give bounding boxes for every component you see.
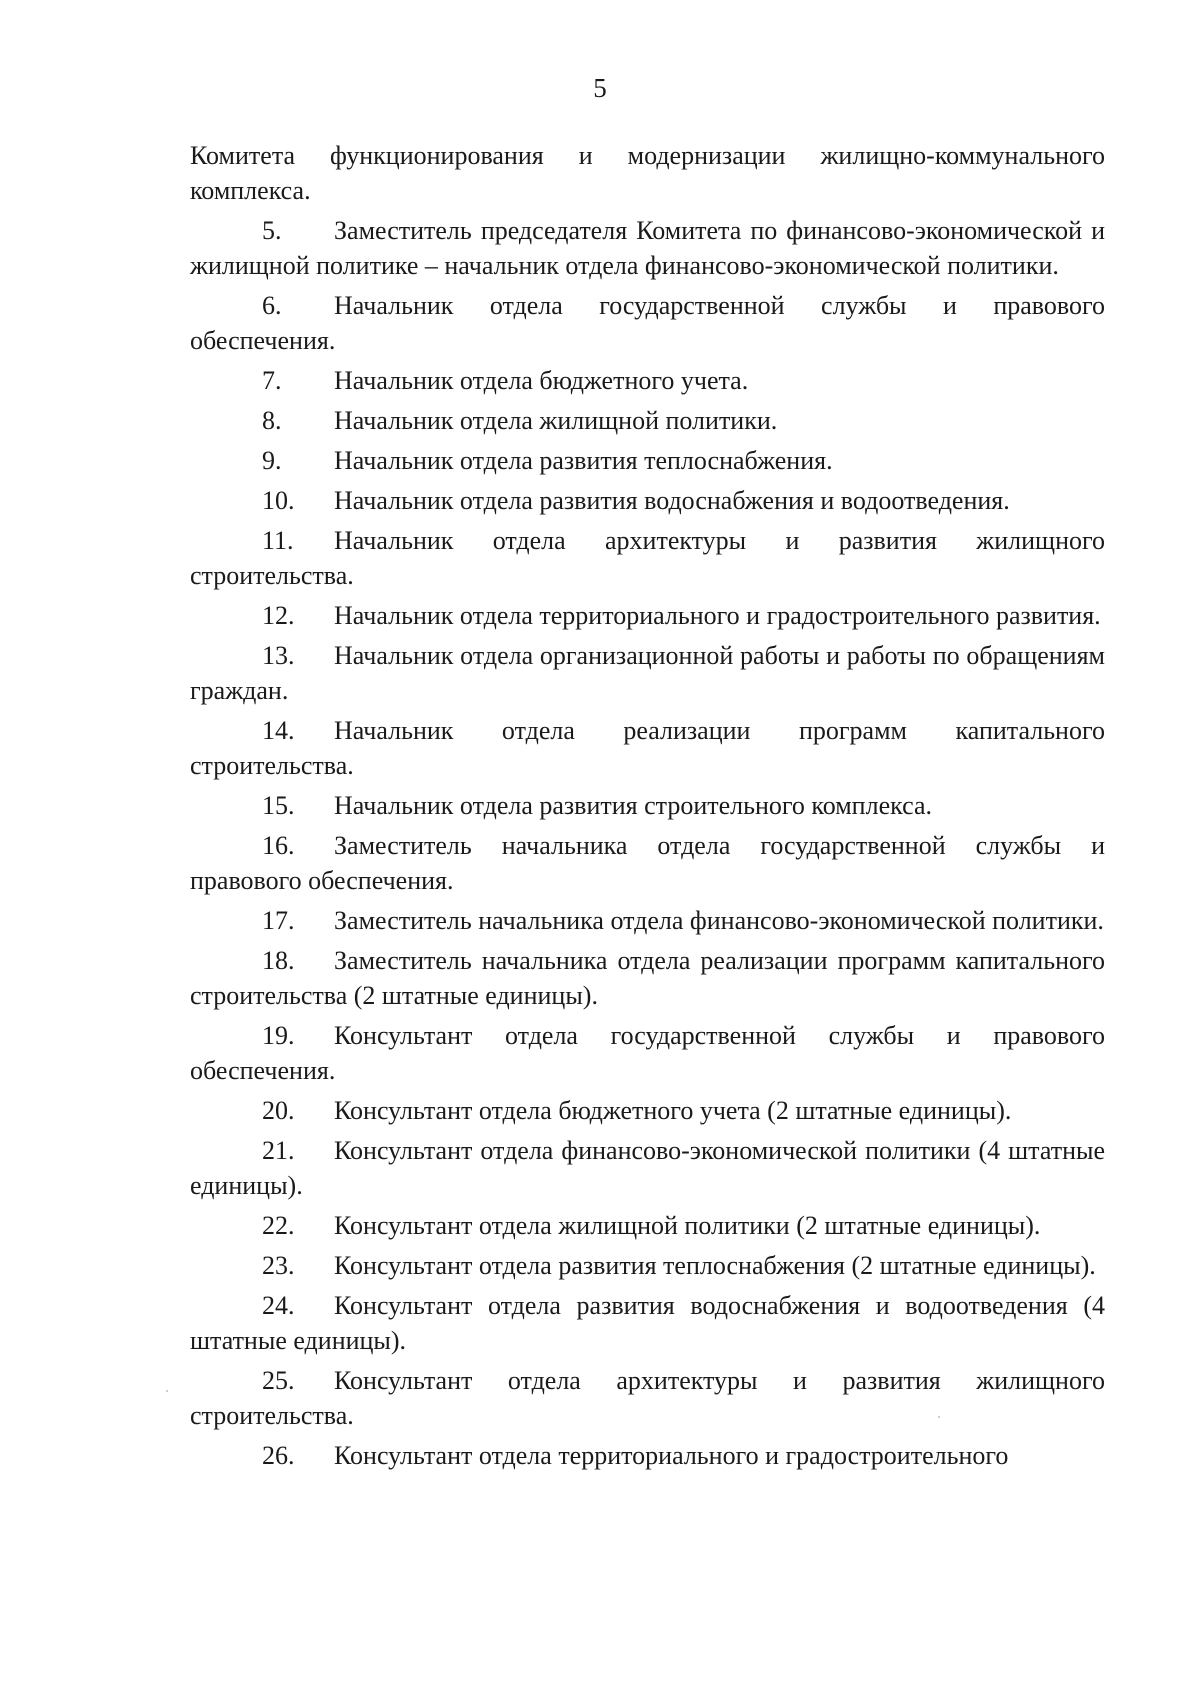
list-item-text: Консультант отдела развития теплоснабжения (2 штатные единицы). [334, 1251, 1096, 1280]
list-item [190, 713, 1105, 783]
list-item-number: 20. [262, 1096, 295, 1125]
list-item-number: 25. [262, 1366, 295, 1395]
list-item [190, 1248, 1105, 1283]
list-item-text: Консультант отдела жилищной политики (2 штатные единицы). [334, 1211, 1041, 1240]
list-item-text: Консультант отдела территориального и градостроительного [334, 1441, 1009, 1470]
list-item-text: Начальник отдела территориального и градостроительного развития. [334, 601, 1101, 630]
list-item-number: 17. [262, 906, 295, 935]
list-item-text: Начальник отдела государственной службы и правового обеспечения. [190, 291, 1105, 355]
list-item-text: Консультант отдела архитектуры и развития жилищного строительства. [190, 1366, 1105, 1430]
list-item [190, 1288, 1105, 1358]
list-item-number: 24. [262, 1291, 295, 1320]
list-item-text: Начальник отдела организационной работы и работы по обращениям граждан. [190, 641, 1105, 705]
list-item-number: 14. [262, 716, 295, 745]
scan-speck [938, 1416, 940, 1418]
list-item [190, 1208, 1105, 1243]
list-item [190, 483, 1105, 518]
scan-speck [166, 1390, 168, 1392]
list-item [190, 1133, 1105, 1203]
list-item-text: Начальник отдела архитектуры и развития жилищного строительства. [190, 526, 1105, 590]
list-item-text: Начальник отдела жилищной политики. [334, 406, 778, 435]
list-item-number: 7. [262, 366, 282, 395]
list-item-text: Консультант отдела развития водоснабжения и водоотведения (4 штатные единицы). [190, 1291, 1105, 1355]
list-item-number: 15. [262, 791, 295, 820]
list-item-text: Консультант отдела государственной службы и правового обеспечения. [190, 1021, 1105, 1085]
list-item [190, 828, 1105, 898]
list-item [190, 598, 1105, 633]
list-item [190, 1018, 1105, 1088]
list-item-number: 21. [262, 1136, 295, 1165]
list-item [190, 443, 1105, 478]
page-number: 5 [593, 73, 607, 103]
list-item-number: 18. [262, 946, 295, 975]
list-item-number: 8. [262, 406, 282, 435]
list-item-number: 12. [262, 601, 295, 630]
list-item [190, 788, 1105, 823]
list-item-text: Начальник отдела реализации программ капитального строительства. [190, 716, 1105, 780]
list-item [190, 1438, 1105, 1473]
list-item [190, 403, 1105, 438]
list-item [190, 638, 1105, 708]
list-item [190, 1363, 1105, 1433]
list-item [190, 363, 1105, 398]
list-item-text: Заместитель председателя Комитета по финансово-экономической и жилищной политике – начальник отдела финансово-экономической политики. [190, 216, 1105, 280]
list-item-text: Начальник отдела развития строительного комплекса. [334, 791, 932, 820]
list-item [190, 523, 1105, 593]
list-item [190, 943, 1105, 1013]
list-item-number: 13. [262, 641, 295, 670]
list-item-text: Консультант отдела бюджетного учета (2 штатные единицы). [334, 1096, 1012, 1125]
list-item-number: 9. [262, 446, 282, 475]
list-item-number: 19. [262, 1021, 295, 1050]
intro-paragraph: Комитета функционирования и модернизации жилищно-коммунального комплекса. [190, 141, 1105, 205]
list-item [190, 213, 1105, 283]
list-item-text: Консультант отдела финансово-экономической политики (4 штатные единицы). [190, 1136, 1105, 1200]
list-item-number: 11. [262, 526, 294, 555]
list-item-number: 22. [262, 1211, 295, 1240]
list-item-number: 26. [262, 1441, 295, 1470]
list-item-text: Заместитель начальника отдела реализации программ капитального строительства (2 штатные единицы). [190, 946, 1105, 1010]
list-item-text: Начальник отдела развития теплоснабжения. [334, 446, 833, 475]
list-item [190, 288, 1105, 358]
list-item-text: Начальник отдела развития водоснабжения и водоотведения. [334, 486, 1010, 515]
list-item-text: Заместитель начальника отдела финансово-экономической политики. [334, 906, 1104, 935]
list-item-number: 10. [262, 486, 295, 515]
list-item-number: 6. [262, 291, 282, 320]
list-item-text: Заместитель начальника отдела государственной службы и правового обеспечения. [190, 831, 1105, 895]
document-body [190, 138, 1105, 1478]
list-item-number: 16. [262, 831, 295, 860]
list-item-number: 5. [262, 216, 282, 245]
list-item [190, 1093, 1105, 1128]
list-item-number: 23. [262, 1251, 295, 1280]
list-item-text: Начальник отдела бюджетного учета. [334, 366, 749, 395]
list-item [190, 903, 1105, 938]
